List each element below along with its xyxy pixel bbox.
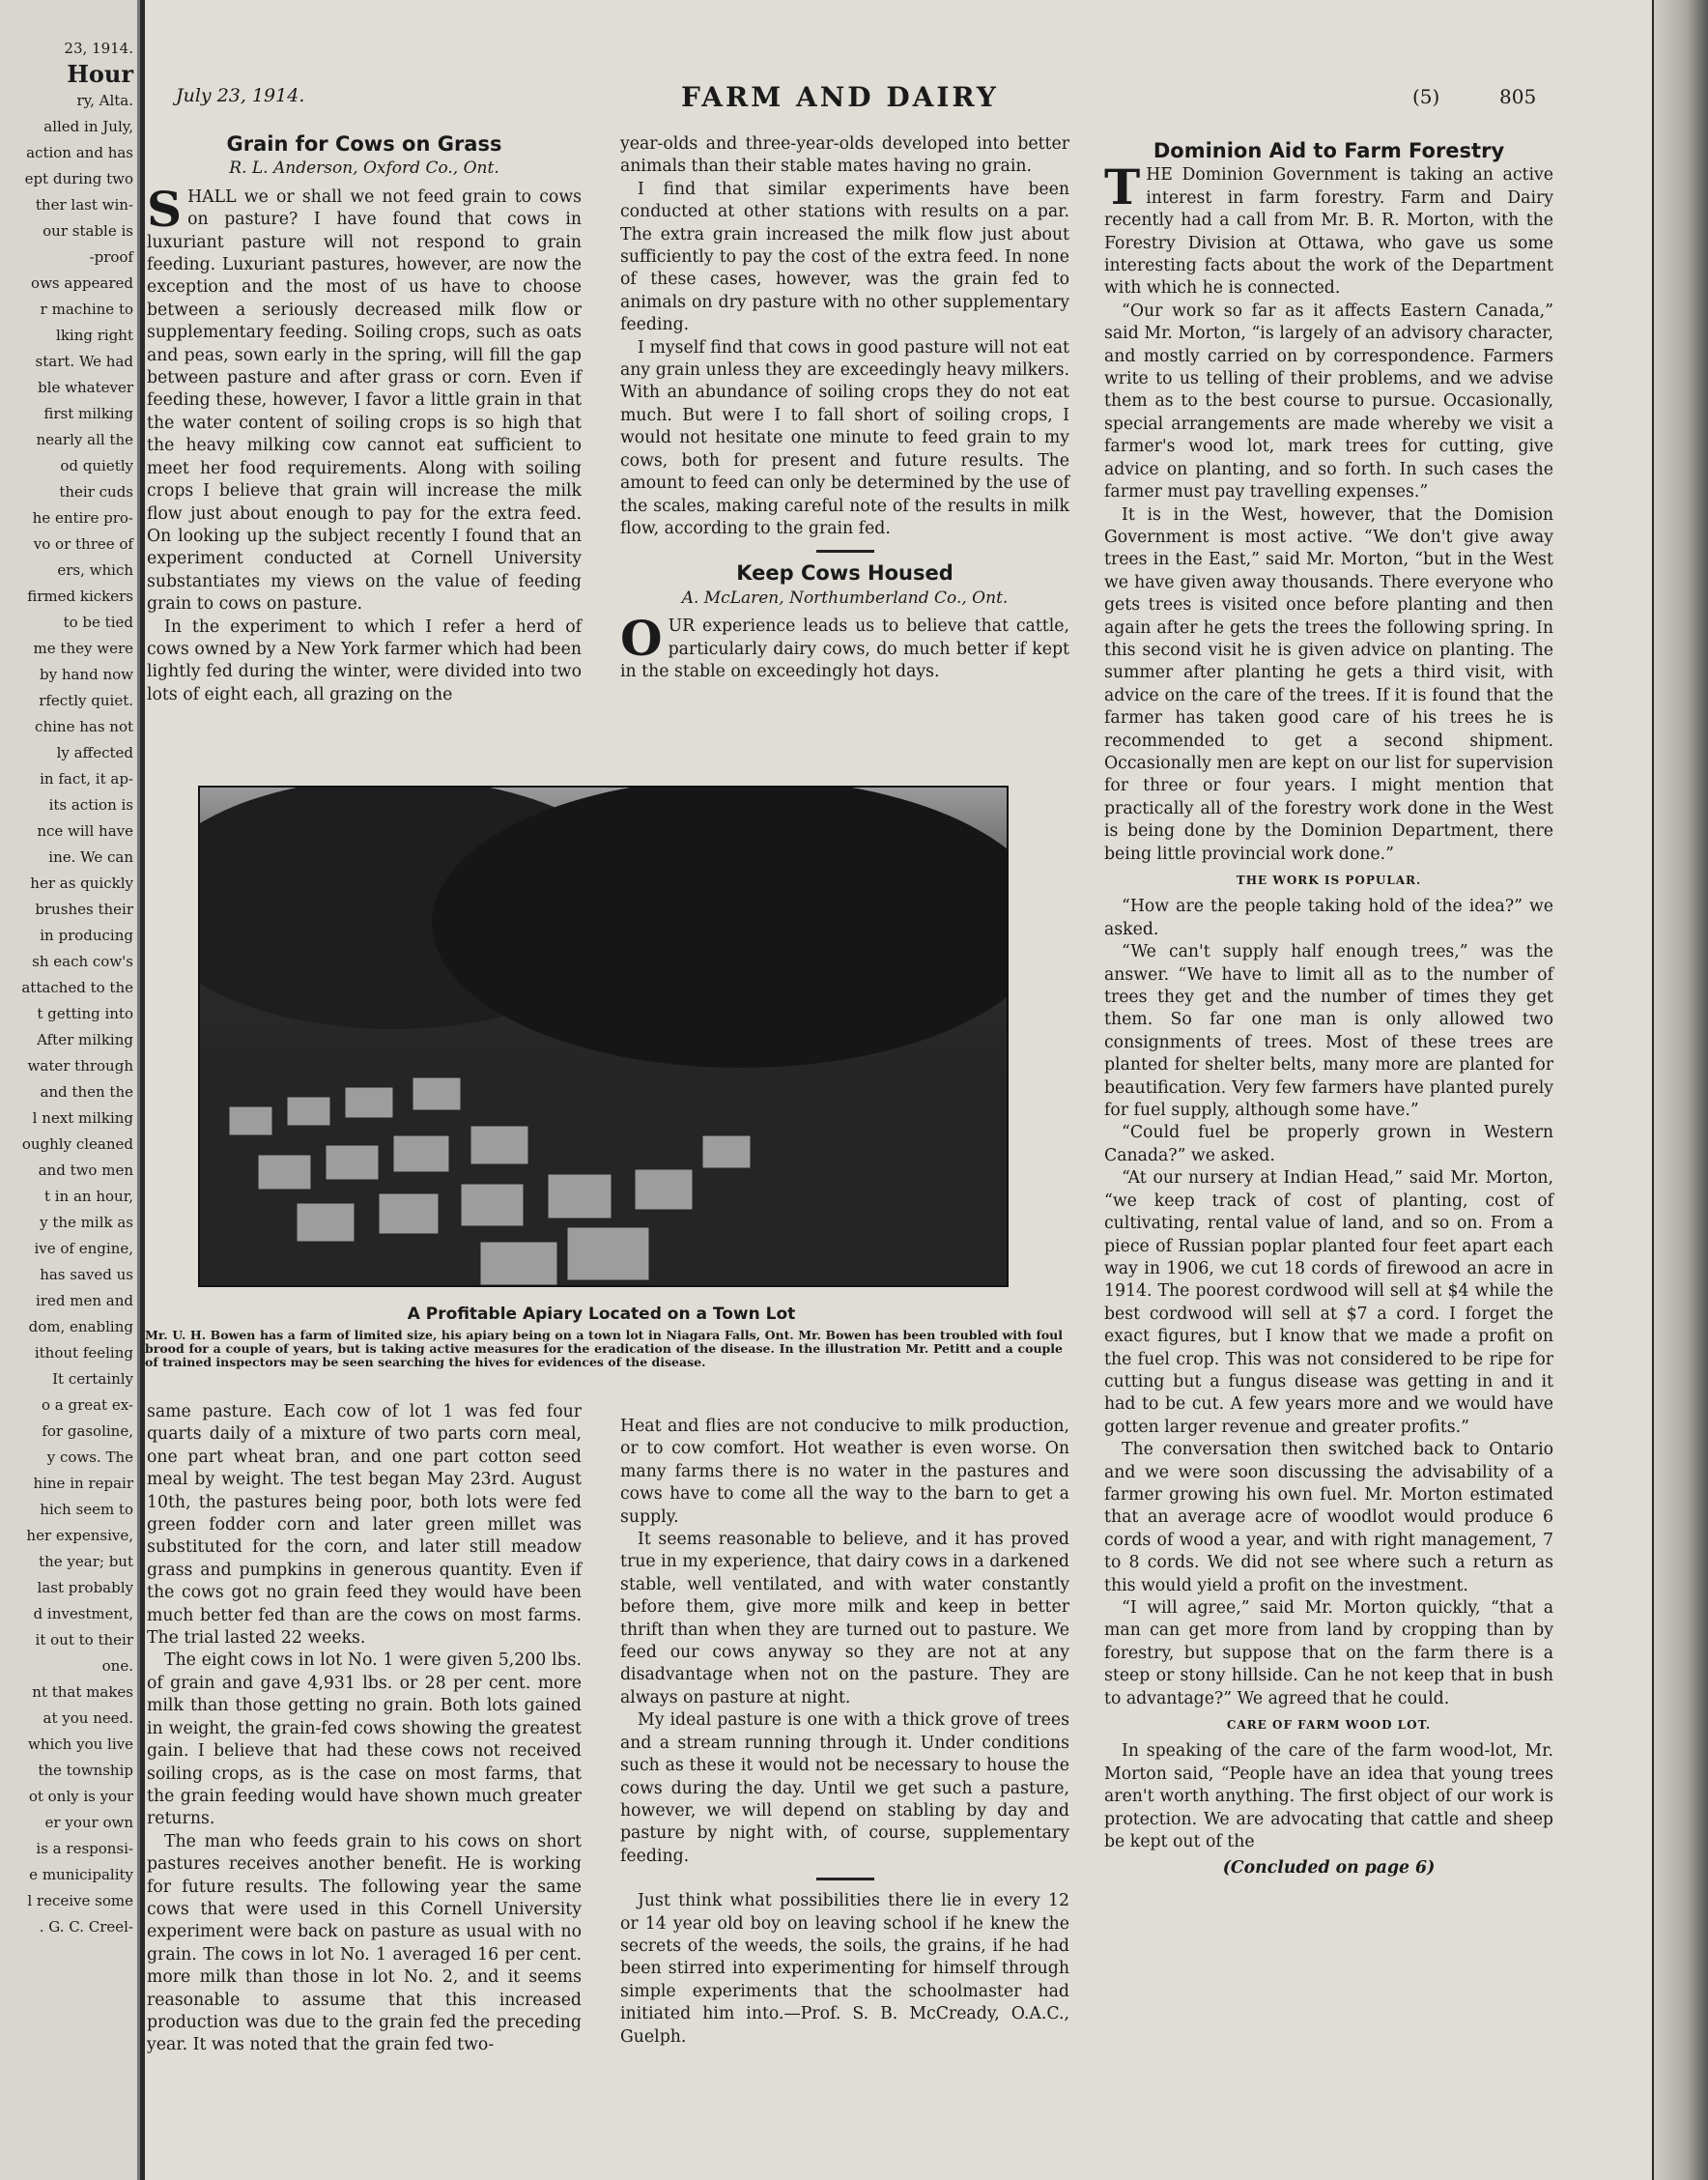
sliver-line: nce will have — [37, 822, 133, 840]
paragraph: It is in the West, however, that the Domision Government is most active. “We don't give away trees in the East,” said Mr. Morton, “but in the West we have given away thousands. There everyone who gets trees is visited once before planting and then again after he gets the trees the following spring. In this second visit he is given advice on planting. The summer after planting he gets a third visit, with advice on the care of the trees. If it is found that the farmer has taken good care of his trees he is recommended to get a second shipment. Occasionally men are kept on our list for supervision for three or four years. I might mention that practically all of the forestry work done in the West is being done by the Dominion Department, there being little provincial work done.” — [1104, 504, 1553, 864]
sliver-line: ly affected — [56, 744, 133, 761]
sliver-line: t in an hour, — [43, 1188, 133, 1205]
paragraph: The man who feeds grain to his cows on short pastures receives another benefit. He is working for future results. The following year the same cows that were used in this Cornell University experiment were back on pasture as usual with no grain. The cows in lot No. 1 averaged 16 per cent. more milk than those in lot No. 2, and it seems reasonable to assume that this increased production was due to the grain fed the preceding year. It was noted that the grain fed two- — [147, 1831, 582, 2055]
sliver-line: l receive some — [27, 1892, 133, 1909]
sliver-line: brushes their — [35, 901, 133, 918]
sliver-line: the township — [38, 1762, 133, 1779]
paragraph: In the experiment to which I refer a herd of cows owned by a New York farmer which had been lightly fed during the winter, were divided into two lots of eight each, all grazing on the — [147, 617, 582, 704]
sliver-line: ithout feeling — [34, 1344, 133, 1362]
sliver-line: ers, which — [57, 561, 133, 579]
photo-caption: Mr. U. H. Bowen has a farm of limited size, his apiary being on a town lot in Niagara Falls, Ont. Mr. Bowen has been troubled with foul brood for a couple of years, but is taking active measures for the eradication of the disease. In the illustration Mr. Petitt and a couple of trained inspectors may be seen searching the hives for evidences of the disease. — [145, 1328, 1063, 1369]
paragraph: “Could fuel be properly grown in Western Canada?” we asked. — [1104, 1123, 1553, 1165]
paragraph: Heat and flies are not conducive to milk production, or to cow comfort. Hot weather is even worse. On many farms there is no water in the pastures and cows have to come all the way to the barn to get a supply. — [620, 1417, 1069, 1527]
sliver-line: one. — [101, 1657, 133, 1675]
sliver-line: ept during two — [24, 170, 133, 187]
section-rule — [816, 550, 874, 553]
paragraph: My ideal pasture is one with a thick grove of trees and a stream running through it. Under conditions such as these it would not be necessary to house the cows during the day. Until we get such a pasture, however, we will depend on stabling by day and pasture by night with, of course, supplementary feeding. — [620, 1710, 1069, 1866]
drop-cap: O — [620, 610, 663, 668]
paragraph: The eight cows in lot No. 1 were given 5,200 lbs. of grain and gave 4,931 lbs. or 28 per cent. more milk than those getting no grain. Both lots gained in weight, the grain-fed cows showing the greatest gain. I believe that had these cows not received soiling crops, as is the case on most farms, that the grain feeding would have shown much greater returns. — [147, 1650, 582, 1829]
sliver-line: Hour — [67, 60, 133, 88]
sliver-line: y cows. The — [46, 1449, 133, 1466]
sliver-line: er your own — [44, 1814, 133, 1831]
sliver-line: d investment, — [33, 1605, 133, 1622]
sliver-line: their cuds — [59, 483, 133, 501]
sliver-line: od quietly — [60, 457, 133, 474]
sliver-line: t getting into — [37, 1005, 133, 1022]
sliver-line: sh each cow's — [32, 953, 133, 970]
sliver-line: which you live — [27, 1735, 133, 1753]
sliver-line: by hand now — [39, 666, 133, 683]
subheading: CARE OF FARM WOOD LOT. — [1226, 1718, 1432, 1733]
paragraph: OUR experience leads us to believe that cattle, particularly dairy cows, do much better if kept in the stable on exceedingly hot days. — [620, 610, 1069, 681]
paragraph: THE Dominion Government is taking an active interest in farm forestry. Farm and Dairy recently had a call from Mr. B. R. Morton, with the Forestry Division at Ottawa, who gave us some interesting facts about the work of the Department with which he is connected. — [1104, 158, 1553, 299]
sliver-line: last probably — [37, 1579, 133, 1596]
sliver-line: water through — [27, 1057, 133, 1075]
sliver-line: nearly all the — [36, 431, 133, 448]
sliver-line: -proof — [89, 248, 133, 266]
sliver-line: has saved us — [40, 1266, 133, 1283]
article-title: Keep Cows Housed — [736, 561, 954, 586]
article-housed-col2-bottom — [620, 1416, 1069, 2049]
sliver-line: ine. We can — [48, 848, 133, 866]
apiary-photo — [198, 786, 1009, 1287]
section-rule — [816, 1878, 874, 1880]
sliver-line: ired men and — [36, 1292, 133, 1309]
sliver-line: r machine to — [40, 301, 133, 318]
sliver-line: and then the — [40, 1083, 133, 1101]
sliver-line: firmed kickers — [27, 588, 133, 605]
photo-title: A Profitable Apiary Located on a Town Lot — [407, 1305, 796, 1324]
sliver-line: nt that makes — [32, 1683, 133, 1701]
issue-date: July 23, 1914. — [176, 85, 305, 106]
sliver-line: vo or three of — [33, 535, 133, 553]
sliver-line: lking right — [56, 327, 133, 344]
article-title: Dominion Aid to Farm Forestry — [1153, 139, 1505, 162]
paragraph: “How are the people taking hold of the idea?” we asked. — [1104, 897, 1553, 939]
paragraph: “Our work so far as it affects Eastern Canada,” said Mr. Morton, “is largely of an advisory character, and mostly carried on by correspondence. Farmers write to us telling of their problems, and we advise them as to the best course to pursue. Occasionally, special arrangements are made whereby we visit a farmer's wood lot, mark trees for cutting, give advice on planting, and so forth. In such cases the farmer must pay travelling expenses.” — [1104, 301, 1553, 502]
sliver-line: e municipality — [29, 1866, 133, 1883]
drop-cap: S — [147, 180, 183, 238]
sliver-line: it out to their — [35, 1631, 133, 1649]
sliver-line: chine has not — [35, 718, 133, 735]
paragraph: In speaking of the care of the farm wood-lot, Mr. Morton said, “People have an idea that young trees aren't worth anything. The first object of our work is protection. We are advocating that cattle and sheep be kept out of the — [1104, 1741, 1553, 1852]
sliver-line: in fact, it ap- — [40, 770, 133, 788]
article-grain-col2 — [620, 133, 1069, 683]
sliver-line: It certainly — [52, 1370, 133, 1388]
sliver-line: o a great ex- — [41, 1396, 133, 1414]
sliver-line: in producing — [40, 927, 133, 944]
page-paren: (5) — [1412, 85, 1440, 108]
article-byline: A. McLaren, Northumberland Co., Ont. — [681, 588, 1009, 608]
sliver-line: me they were — [33, 640, 133, 657]
sliver-line: and two men — [38, 1162, 133, 1179]
article-grain-col1 — [147, 133, 582, 706]
sliver-line: . G. C. Creel- — [39, 1918, 133, 1936]
paragraph: “At our nursery at Indian Head,” said Mr. Morton, “we keep track of cost of planting, cost of cultivating, rental value of land, and so on. From a piece of Russian poplar planted four feet apart each way in 1906, we cut 18 cords of firewood an acre in 1914. The poorest cordwood will sell at $4 while the best cordwood will sell at $7 a cord. I forget the exact figures, but I know that we made a profit on the fuel crop. This was not considered to be ripe for cutting but a fungus disease was getting in and it had to be cut. A few years more and we would have gotten larger revenue and greater profits.” — [1104, 1168, 1553, 1437]
paragraph: The conversation then switched back to Ontario and we were soon discussing the advisability of a farmer growing his own fuel. Mr. Morton estimated that an average acre of woodlot would produce 6 cords of wood a year, and with right management, 7 to 8 cords. We did not see where such a return as this would yield a profit on the investment. — [1104, 1440, 1553, 1595]
page-edge — [1654, 0, 1708, 2180]
sliver-line: to be tied — [63, 614, 133, 631]
article-grain-col1-bottom — [147, 1401, 582, 2057]
page-number: 805 — [1499, 85, 1537, 108]
masthead: FARM AND DAIRY — [681, 81, 999, 113]
sliver-line: ther last win- — [35, 196, 133, 214]
sliver-line: hine in repair — [33, 1475, 133, 1492]
sliver-line: start. We had — [35, 353, 133, 370]
sliver-line: he entire pro- — [32, 509, 133, 527]
paragraph: I myself find that cows in good pasture will not eat any grain unless they are exceedingly heavy milkers. With an abundance of soiling crops they do not eat much. But were I to fall short of soiling crops, I would not hesitate one minute to feed grain to my cows, both for present and future results. The amount to feed can only be determined by the use of the scales, making careful note of the results in milk flow, according to the grain fed. — [620, 337, 1069, 538]
article-byline: R. L. Anderson, Oxford Co., Ont. — [229, 158, 499, 179]
sliver-line: ry, Alta. — [76, 92, 133, 109]
article-forestry — [1104, 140, 1553, 1880]
continued-note: (Concluded on page 6) — [1222, 1858, 1436, 1879]
paragraph: same pasture. Each cow of lot 1 was fed four quarts daily of a mixture of two parts corn meal, one part wheat bran, and one part cotton seed meal by weight. The test began May 23rd. August 10th, the pastures being poor, both lots were fed green fodder corn and later green millet was substituted for the corn, and later still meadow grass and pumpkins in generous quantity. Even if the cows got no grain feed they would have been much better fed than are the cows on most farms. The trial lasted 22 weeks. — [147, 1402, 582, 1649]
paragraph: It seems reasonable to believe, and it has proved true in my experience, that dairy cows in a darkened stable, well ventilated, and with water constantly before them, give more milk and keep in better thrift than when they are turned out to pasture. We feed our cows anyway so they are not at any disadvantage when not on the pasture. They are always on pasture at night. — [620, 1530, 1069, 1707]
sliver-line: l next milking — [32, 1109, 133, 1127]
sliver-line: its action is — [48, 796, 133, 814]
sliver-line: her expensive, — [26, 1527, 133, 1544]
sliver-line: oughly cleaned — [21, 1135, 133, 1153]
sliver-line: for gasoline, — [42, 1422, 133, 1440]
left-page-sliver — [0, 0, 140, 2180]
sliver-line: ows appeared — [31, 274, 133, 292]
sliver-line: at you need. — [43, 1709, 133, 1727]
subheading: THE WORK IS POPULAR. — [1236, 874, 1422, 887]
paragraph: “I will agree,” said Mr. Morton quickly, “that a man can get more from land by cropping than by forestry, but suppose that on the farm there is a steep or stony hillside. Can he not keep that in bush to advantage?” We agreed that he could. — [1104, 1598, 1553, 1708]
sliver-line: attached to the — [21, 979, 133, 996]
sliver-line: our stable is — [43, 222, 133, 240]
sliver-line: 23, 1914. — [64, 40, 133, 57]
sliver-line: hich seem to — [40, 1501, 133, 1518]
sliver-line: ble whatever — [38, 379, 133, 396]
paragraph: “We can't supply half enough trees,” was the answer. “We have to limit all as to the number of trees they get and the number of times they get them. So far one man is only allowed two consignments of trees. Most of these trees are planted for shelter belts, many more are planted for beautification. Very few farmers have planted purely for fuel supply, although some have.” — [1104, 942, 1553, 1121]
sliver-line: the year; but — [39, 1553, 133, 1570]
paragraph: I find that similar experiments have been conducted at other stations with results on a par. The extra grain increased the milk flow just about sufficiently to pay the cost of the extra feed. In none of these cases, however, was the grain fed to animals on dry pasture with no other supplementary feeding. — [620, 179, 1069, 335]
sliver-line: her as quickly — [30, 875, 133, 892]
paragraph: year-olds and three-year-olds developed into better animals than their stable mates having no grain. — [620, 134, 1069, 177]
filler-paragraph: Just think what possibilities there lie in every 12 or 14 year old boy on leaving school if he knew the secrets of the weeds, the soils, the grains, if he had been stirred into experimenting for himself through simple experiments that the schoolmaster had initiated him into.—Prof. S. B. McCready, O.A.C., Guelph. — [620, 1891, 1069, 2047]
sliver-line: ot only is your — [28, 1788, 133, 1805]
sliver-line: After milking — [37, 1031, 133, 1048]
sliver-line: y the milk as — [40, 1214, 133, 1231]
article-title: Grain for Cows on Grass — [226, 132, 502, 156]
sliver-line: first milking — [43, 405, 133, 422]
drop-cap: T — [1104, 158, 1141, 216]
paragraph: SHALL we or shall we not feed grain to cows on pasture? I have found that cows in luxuriant pasture will not respond to grain feeding. Luxuriant pastures, however, are now the exception and the most of us have to choose between a seriously decreased milk flow or supplementary feeding. Soiling crops, such as oats and peas, sown early in the spring, will fill the gap between pasture and after grass or corn. Even if feeding these, however, I favor a little grain in that the water content of soiling crops is so high that the heavy milking cow cannot eat sufficient to meet her food requirements. Along with soiling crops I believe that grain will increase the milk flow just about enough to pay for the extra feed. On looking up the subject recently I found that an experiment conducted at Cornell University substantiates my views on the value of feeding grain to cows on pasture. — [147, 180, 582, 615]
sliver-line: is a responsi- — [36, 1840, 133, 1857]
sliver-line: dom, enabling — [28, 1318, 133, 1335]
sliver-line: rfectly quiet. — [39, 692, 133, 709]
sliver-line: action and has — [26, 144, 133, 161]
sliver-line: alled in July, — [43, 118, 133, 135]
sliver-line: ive of engine, — [34, 1240, 133, 1257]
